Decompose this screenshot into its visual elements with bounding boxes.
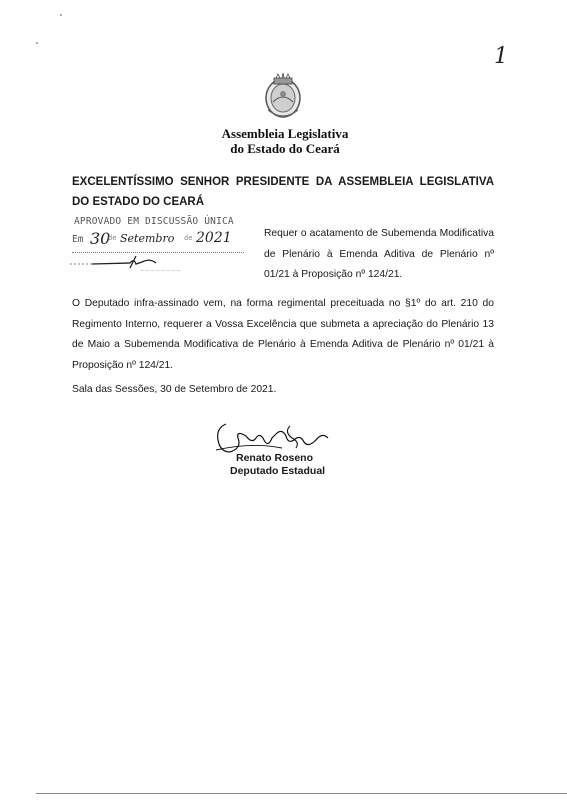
institution-name-line1: Assembleia Legislativa: [221, 126, 349, 141]
stamp-month: Setembro: [120, 232, 175, 245]
stamp-underline: [72, 252, 244, 253]
scan-speck: [60, 14, 62, 16]
bottom-scan-edge: [36, 793, 567, 794]
stamp-day: 30: [90, 229, 111, 248]
institution-name-line2: do Estado do Ceará: [230, 141, 340, 156]
stamp-de-label: de: [108, 234, 117, 242]
stamp-date-line: [72, 229, 250, 248]
signer-name: Renato Roseno: [236, 452, 314, 464]
addressee-heading: EXCELENTÍSSIMO SENHOR PRESIDENTE DA ASSEMBLEIA LEGISLATIVA DO ESTADO DO CEARÁ: [72, 176, 494, 208]
approval-stamp: [70, 214, 248, 284]
stamp-approved-text: APROVADO EM DISCUSSÃO ÚNICA: [74, 216, 234, 227]
signer-role: Deputado Estadual: [230, 465, 326, 477]
stamp-em-label: Em: [72, 234, 84, 245]
stamp-faint-text: ~~~~~~~~: [140, 267, 182, 275]
page-number: 1: [494, 44, 508, 69]
stamp-de-label: de: [184, 234, 193, 242]
closing-line: Sala das Sessões, 30 de Setembro de 2021.: [72, 384, 277, 395]
scan-speck: [36, 42, 38, 44]
body-paragraph: O Deputado infra-assinado vem, na forma regimental preceituada no §1º do art. 210 do Regimento Interno, requerer a Vossa Excelência que submeta a apreciação do Plenário 13 de Maio a Subemenda Modificativa de Plenário à Emenda Aditiva de Plenário nº 01/21 à Proposição nº 124/21.: [72, 298, 494, 371]
stamp-year: 2021: [196, 230, 232, 246]
state-crest-emblem: [258, 72, 308, 122]
request-summary: Requer o acatamento de Subemenda Modificativa de Plenário à Emenda Aditiva de Plenário nº 01/21 à Proposição nº 124/21.: [264, 228, 494, 280]
